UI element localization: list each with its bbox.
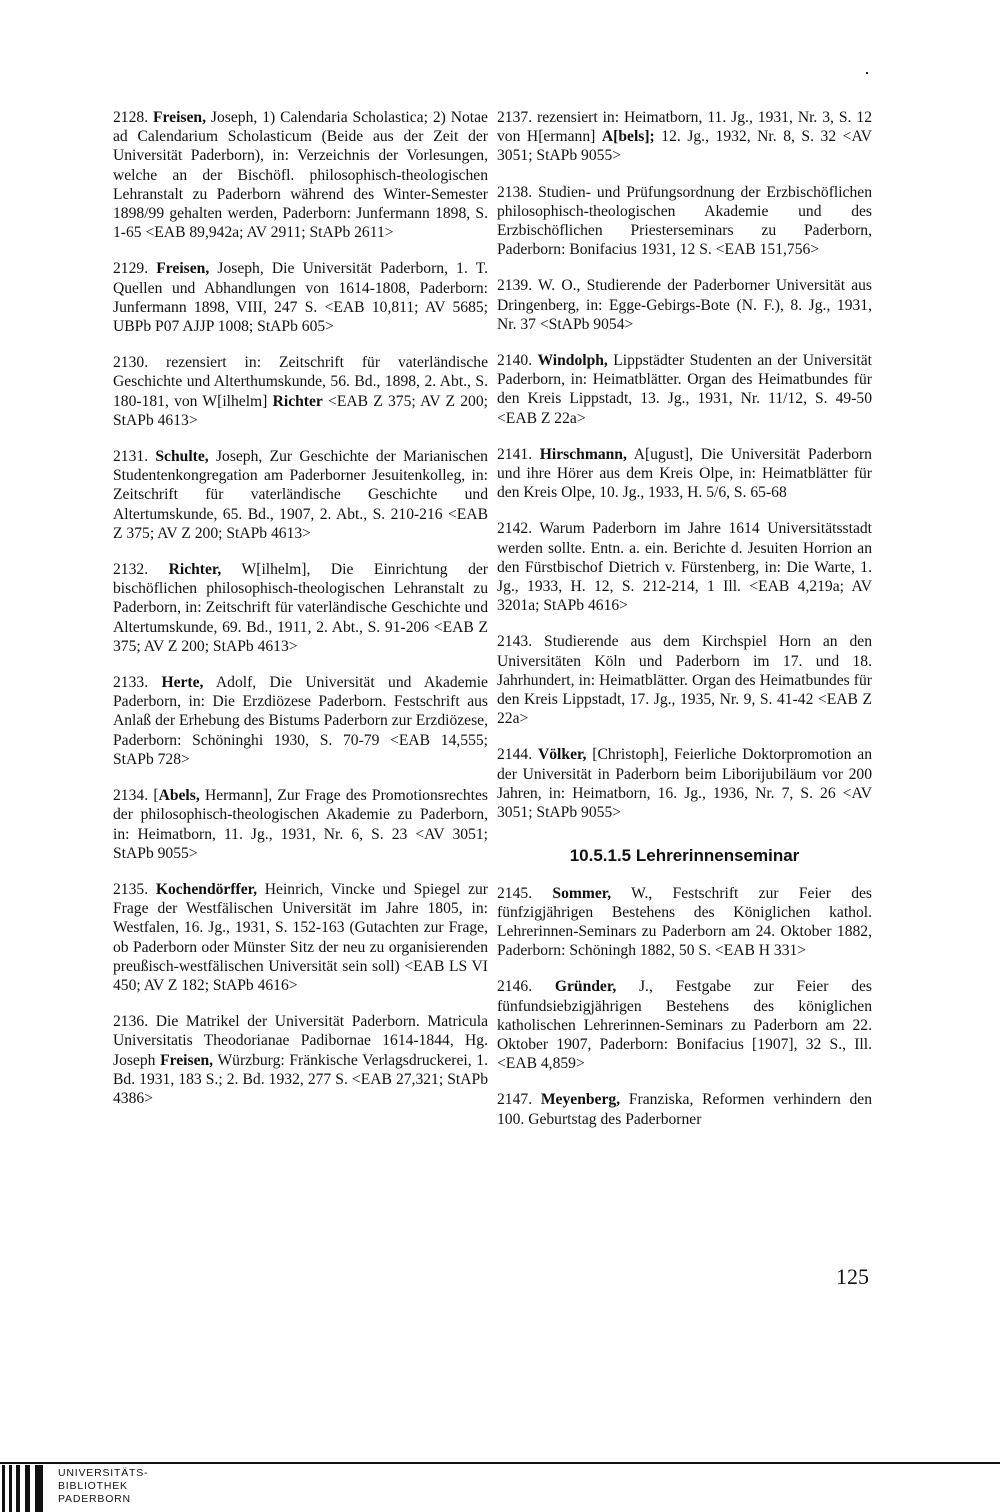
- entry-2140: 2140. Windolph, Lippstädter Studenten an der Universität Paderborn, in: Heimatblätter. Organ des Heimatbundes für den Kreis Lippstadt, 13. Jg., 1931, Nr. 11/12, S. 49-50 <EAB Z 22a>: [497, 352, 872, 427]
- entry-2135: 2135. Kochendörffer, Heinrich, Vincke und Spiegel zur Frage der Westfälischen Universität im Jahre 1805, in: Westfalen, 16. Jg., 1931, S. 152-163 (Gutachten zur Frage, ob Paderborn oder Münster Sitz der neu zu organisierenden preußisch-westfälischen Universität sein soll) <EAB LS VI 450; AV Z 182; StAPb 4616>: [113, 880, 489, 994]
- entry-2136: 2136. Die Matrikel der Universität Paderborn. Matricula Universitatis Theodorianae Padibornae 1614-1844, Hg. Joseph Freisen, Würzburg: Fränkische Verlagsdruckerei, 1. Bd. 1931, 183 S.; 2. Bd. 1932, 277 S. <EAB 27,321; StAPb 4386>: [113, 1013, 488, 1107]
- logo-line-2: BIBLIOTHEK: [58, 1480, 128, 1492]
- entry-2137: 2137. rezensiert in: Heimatborn, 11. Jg., 1931, Nr. 3, S. 12 von H[ermann] A[bels]; 12. Jg., 1932, Nr. 8, S. 32 <AV 3051; StAPb 9055>: [497, 109, 872, 165]
- left-column: [113, 108, 488, 1125]
- entry-2144: 2144. Völker, [Christoph], Feierliche Doktorpromotion an der Universität in Paderborn beim Liborijubiläum vor 200 Jahren, in: Heimatborn, 16. Jg., 1936, Nr. 7, S. 26 <AV 3051; StAPb 9055>: [497, 746, 872, 822]
- entry-2131: 2131. Schulte, Joseph, Zur Geschichte der Marianischen Studentenkongregation am Paderborner Jesuitenkolleg, in: Zeitschrift für vaterländische Geschichte und Altertumskunde, 65. Bd., 1907, 2. Abt., S. 210-216 <EAB Z 375; AV Z 200; StAPb 4613>: [113, 448, 488, 542]
- entry-2147: 2147. Meyenberg, Franziska, Reformen verhindern den 100. Geburtstag des Paderborner: [497, 1091, 872, 1128]
- page-number: 125: [836, 1264, 869, 1289]
- entry-2134: 2134. [Abels, Hermann], Zur Frage des Promotionsrechtes der philosophisch-theologischen Akademie zu Paderborn, in: Heimatborn, 11. Jg., 1931, Nr. 6, S. 23 <AV 3051; StAPb 9055>: [113, 787, 488, 862]
- entry-2129: 2129. Freisen, Joseph, Die Universität Paderborn, 1. T. Quellen und Abhandlungen von 1614-1808, Paderborn: Junfermann 1898, VIII, 247 S. <EAB 10,811; AV 5685; UBPb P07 AJJP 1008; StAPb 605>: [113, 260, 488, 336]
- footer-rule: [0, 1462, 1000, 1464]
- library-logo: [0, 1465, 200, 1512]
- right-column: [497, 108, 872, 1146]
- entry-2138: 2138. Studien- und Prüfungsordnung der Erzbischöflichen philosophisch-theologischen Akademie und des Erzbischöflichen Priesterseminars zu Paderborn, Paderborn: Bonifacius 1931, 12 S. <EAB 151,756>: [497, 183, 872, 259]
- entry-2130: 2130. rezensiert in: Zeitschrift für vaterländische Geschichte und Alterthumskunde, 56. Bd., 1898, 2. Abt., S. 180-181, von W[ilhelm] Richter <EAB Z 375; AV Z 200; StAPb 4613>: [113, 354, 488, 429]
- entry-2141: 2141. Hirschmann, A[ugust], Die Universität Paderborn und ihre Hörer aus dem Kreis Olpe, in: Heimatblätter für den Kreis Olpe, 10. Jg., 1933, H. 5/6, S. 65-68: [497, 445, 872, 502]
- entry-2132: 2132. Richter, W[ilhelm], Die Einrichtung der bischöflichen philosophisch-theologischen Lehranstalt zu Paderborn, in: Zeitschrift für vaterländische Geschichte und Altertumskunde, 69. Bd., 1911, 2. Abt., S. 91-206 <EAB Z 375; AV Z 200; StAPb 4613>: [113, 561, 488, 655]
- entry-2128: 2128. Freisen, Joseph, 1) Calendaria Scholastica; 2) Notae ad Calendarium Scholasticum (Beide aus der Zeit der Universität Paderborn), in: Verzeichnis der Vorlesungen, welche an der Bischöfl. philosophisch-theologischen Lehranstalt zu Paderborn während des Winter-Semester 1898/99 gehalten werden, Paderborn: Junfermann 1898, S. 1-65 <EAB 89,942a; AV 2911; StAPb 2611>: [113, 109, 488, 242]
- entry-2142: 2142. Warum Paderborn im Jahre 1614 Universitätsstadt werden sollte. Entn. a. ein. Berichte d. Jesuiten Horrion an den Fürstbischof Dietrich v. Fürstenberg, in: Die Warte, 1. Jg., 1933, H. 12, S. 212-214, 1 Ill. <EAB 4,219a; AV 3201a; StAPb 4616>: [497, 520, 872, 615]
- section-heading: 10.5.1.5 Lehrerinnenseminar: [569, 846, 800, 866]
- logo-bars-icon: [0, 1465, 48, 1512]
- entry-2139: 2139. W. O., Studierende der Paderborner Universität aus Dringenberg, in: Egge-Gebirgs-Bote (N. F.), 8. Jg., 1931, Nr. 37 <StAPb 9054>: [497, 277, 872, 333]
- entry-2143: 2143. Studierende aus dem Kirchspiel Horn an den Universitäten Köln und Paderborn im 17. und 18. Jahrhundert, in: Heimatblätter. Organ des Heimatbundes für den Kreis Lippstadt, 17. Jg., 1935, Nr. 9, S. 41-42 <EAB Z 22a>: [497, 633, 872, 728]
- corner-mark: [866, 72, 868, 74]
- entry-2146: 2146. Gründer, J., Festgabe zur Feier des fünfundsiebzigjährigen Bestehens des königlichen katholischen Lehrerinnen-Seminars zu Paderborn am 22. Oktober 1907, Paderborn: Bonifacius [1907], 32 S., Ill. <EAB 4,859>: [497, 978, 872, 1073]
- entry-2145: 2145. Sommer, W., Festschrift zur Feier des fünfzigjährigen Bestehens des Königlichen kathol. Lehrerinnen-Seminars zu Paderborn am 24. Oktober 1882, Paderborn: Schöningh 1882, 50 S. <EAB H 331>: [497, 884, 872, 960]
- logo-line-1: UNIVERSITÄTS-: [58, 1467, 149, 1479]
- logo-text: [58, 1467, 148, 1506]
- entry-2133: 2133. Herte, Adolf, Die Universität und Akademie Paderborn, in: Die Erzdiözese Paderborn. Festschrift aus Anlaß der Erhebung des Bistums Paderborn zur Erzdiözese, Paderborn: Schöninghi 1930, S. 70-79 <EAB 14,555; StAPb 728>: [113, 674, 488, 768]
- logo-line-3: PADERBORN: [58, 1493, 131, 1505]
